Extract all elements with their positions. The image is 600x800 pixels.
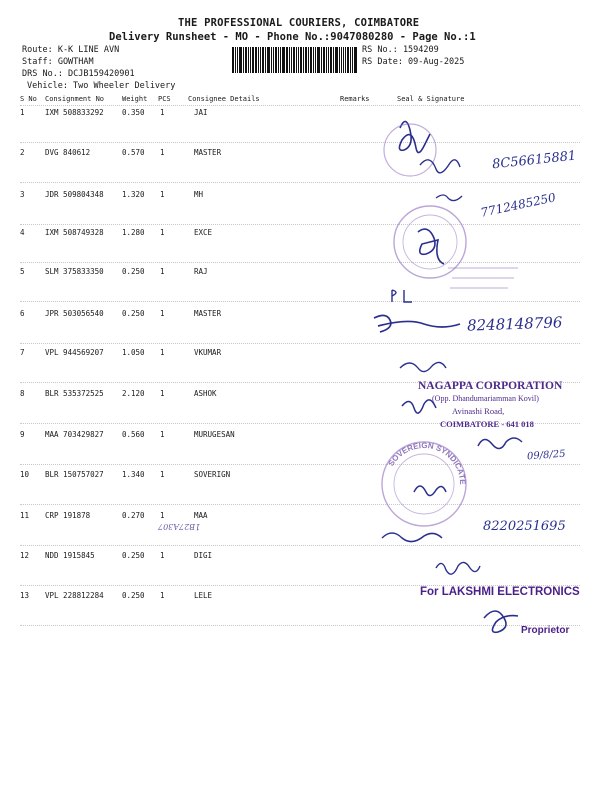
row-sno: 6 bbox=[20, 309, 25, 318]
row-consignment: DVG 840612 bbox=[45, 148, 91, 157]
handwritten-phone-row-2: 8C56615881 bbox=[491, 148, 577, 173]
signature-row-1 bbox=[399, 121, 430, 152]
row-consignment: MAA 703429827 bbox=[45, 430, 104, 439]
corporation-stamp-address-1: (Opp. Dhandumariamman Kovil) bbox=[432, 394, 539, 403]
row-consignee: MASTER bbox=[194, 309, 222, 318]
signature-row-12 bbox=[436, 562, 480, 574]
syndicate-stamp bbox=[374, 434, 474, 534]
row-consignee: JAI bbox=[194, 108, 208, 117]
row-pcs: 1 bbox=[160, 430, 165, 439]
lakshmi-electronics-stamp: For LAKSHMI ELECTRONICS bbox=[420, 586, 580, 598]
row-sno: 5 bbox=[20, 267, 25, 276]
row-weight: 2.120 bbox=[122, 389, 145, 398]
handwritten-date-row-9: 09/8/25 bbox=[526, 448, 566, 463]
row-weight: 1.280 bbox=[122, 228, 145, 237]
handwritten-phone-row-11: 8220251695 bbox=[483, 519, 566, 534]
row-consignment: VPL 944569207 bbox=[45, 348, 104, 357]
row-consignee: VKUMAR bbox=[194, 348, 222, 357]
rs-date: RS Date: 09-Aug-2025 bbox=[362, 57, 465, 67]
signature-row-11 bbox=[382, 533, 442, 542]
col-seal: Seal & Signature bbox=[397, 95, 465, 103]
signature-row-3 bbox=[436, 195, 462, 201]
row-consignment: SLM 375833350 bbox=[45, 267, 104, 276]
row-pcs: 1 bbox=[160, 148, 165, 157]
signature-row-4 bbox=[418, 229, 444, 264]
row-sno: 2 bbox=[20, 148, 25, 157]
signature-row-9 bbox=[478, 438, 522, 449]
row-pcs: 1 bbox=[160, 228, 165, 237]
route-label: Route: K-K LINE AVN bbox=[22, 45, 120, 55]
row-sno: 1 bbox=[20, 108, 25, 117]
row-consignment: IXM 508833292 bbox=[45, 108, 104, 117]
signature-row-7 bbox=[400, 362, 446, 371]
row-consignment: JDR 509804348 bbox=[45, 190, 104, 199]
row-consignee: RAJ bbox=[194, 267, 208, 276]
row-weight: 0.250 bbox=[122, 309, 145, 318]
corporation-stamp-name: NAGAPPA CORPORATION bbox=[418, 380, 563, 392]
row-pcs: 1 bbox=[160, 511, 165, 520]
col-remarks: Remarks bbox=[340, 95, 370, 103]
signature-row-6-pl bbox=[392, 290, 412, 302]
row-consignment: JPR 503056540 bbox=[45, 309, 104, 318]
row-weight: 1.320 bbox=[122, 190, 145, 199]
row-weight: 0.250 bbox=[122, 267, 145, 276]
row-sno: 4 bbox=[20, 228, 25, 237]
row-pcs: 1 bbox=[160, 267, 165, 276]
row-sno: 12 bbox=[20, 551, 30, 560]
drs-number: DRS No.: DCJB159420901 bbox=[22, 69, 135, 79]
row-sno: 7 bbox=[20, 348, 25, 357]
company-name: THE PROFESSIONAL COURIERS, COIMBATORE bbox=[178, 17, 420, 29]
handwritten-phone-row-6: 8248148796 bbox=[466, 313, 563, 335]
rs-number: RS No.: 1594209 bbox=[362, 45, 439, 55]
handwritten-phone-row-3: 7712485250 bbox=[479, 190, 557, 220]
corporation-stamp-address-2: Avinashi Road, bbox=[452, 406, 505, 416]
handwritten-note-row-11: 1B27A307 bbox=[158, 522, 201, 531]
col-consignment: Consignment No bbox=[45, 95, 105, 103]
signature-row-8 bbox=[402, 400, 436, 413]
row-consignee: ASHOK bbox=[194, 389, 217, 398]
row-pcs: 1 bbox=[160, 190, 165, 199]
staff-label: Staff: GOWTHAM bbox=[22, 57, 94, 67]
col-pcs: PCS bbox=[158, 95, 171, 103]
row-pcs: 1 bbox=[160, 591, 165, 600]
row-sno: 11 bbox=[20, 511, 30, 520]
row-pcs: 1 bbox=[160, 348, 165, 357]
row-pcs: 1 bbox=[160, 108, 165, 117]
row-sno: 13 bbox=[20, 591, 30, 600]
row-weight: 1.050 bbox=[122, 348, 145, 357]
signature-row-6 bbox=[374, 315, 460, 332]
row-consignment: IXM 508749328 bbox=[45, 228, 104, 237]
corporation-stamp-city: COIMBATORE - 641 018 bbox=[440, 419, 534, 429]
row-consignee: MASTER bbox=[194, 148, 222, 157]
row-pcs: 1 bbox=[160, 309, 165, 318]
runsheet-title: Delivery Runsheet - MO - Phone No.:9047080280 - Page No.:1 bbox=[109, 31, 476, 43]
row-sno: 3 bbox=[20, 190, 25, 199]
row-consignment: NDD 1915845 bbox=[45, 551, 95, 560]
svg-text:SOVEREIGN SYNDICATE bbox=[387, 441, 468, 486]
proprietor-label: Proprietor bbox=[521, 625, 570, 636]
vehicle-label: Vehicle: Two Wheeler Delivery bbox=[27, 81, 176, 91]
row-consignee: SOVERIGN bbox=[194, 470, 231, 479]
row-sno: 8 bbox=[20, 389, 25, 398]
row-consignment: BLR 150757027 bbox=[45, 470, 104, 479]
row-weight: 0.560 bbox=[122, 430, 145, 439]
row-consignee: MURUGESAN bbox=[194, 430, 235, 439]
row-pcs: 1 bbox=[160, 389, 165, 398]
row-weight: 0.270 bbox=[122, 511, 145, 520]
row-sno: 9 bbox=[20, 430, 25, 439]
row-pcs: 1 bbox=[160, 551, 165, 560]
row-consignment: VPL 228812284 bbox=[45, 591, 104, 600]
row-weight: 0.250 bbox=[122, 591, 145, 600]
row-consignee: MH bbox=[194, 190, 204, 199]
row-weight: 1.340 bbox=[122, 470, 145, 479]
col-consignee: Consignee Details bbox=[188, 95, 260, 103]
row-weight: 0.250 bbox=[122, 551, 145, 560]
col-weight: Weight bbox=[122, 95, 148, 103]
row-consignee: MAA bbox=[194, 511, 208, 520]
signature-row-13 bbox=[484, 611, 518, 632]
row-consignee: LELE bbox=[194, 591, 213, 600]
row-consignee: EXCE bbox=[194, 228, 213, 237]
col-sno: S No bbox=[20, 95, 37, 103]
row-consignee: DIGI bbox=[194, 551, 213, 560]
row-weight: 0.350 bbox=[122, 108, 145, 117]
row-pcs: 1 bbox=[160, 470, 165, 479]
row-sno: 10 bbox=[20, 470, 30, 479]
syndicate-ring-text: SOVEREIGN SYNDICATE bbox=[386, 440, 468, 485]
row-consignment: CRP 191878 bbox=[45, 511, 91, 520]
row-weight: 0.570 bbox=[122, 148, 145, 157]
row-consignment: BLR 535372525 bbox=[45, 389, 104, 398]
